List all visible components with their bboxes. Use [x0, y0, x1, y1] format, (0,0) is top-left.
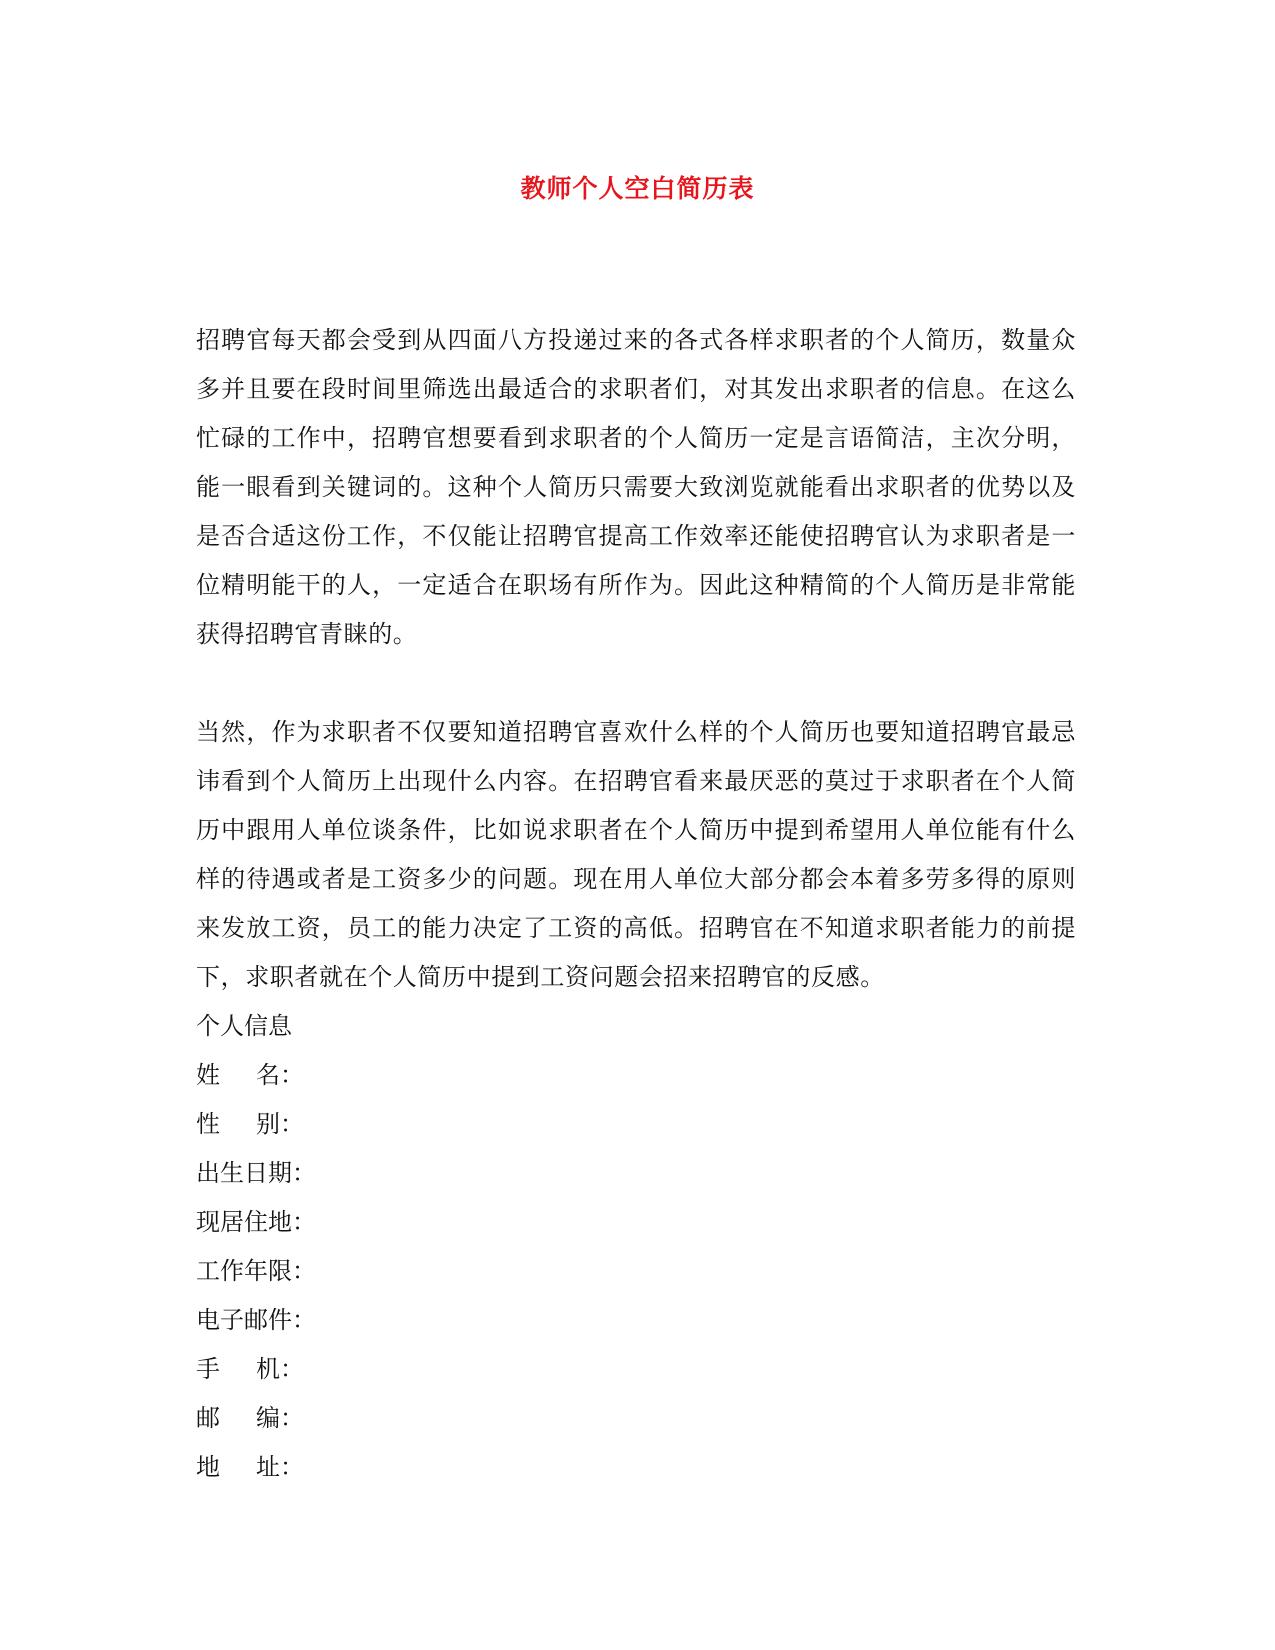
field-address: [196, 1443, 1076, 1492]
field-address-char-2: 址：: [256, 1453, 304, 1481]
field-email-label: 电子邮件：: [196, 1306, 316, 1334]
field-phone-char-2: 机：: [256, 1355, 304, 1383]
field-work-years: [196, 1247, 1076, 1296]
paragraph-2: 当然，作为求职者不仅要知道招聘官喜欢什么样的个人简历也要知道招聘官最忌讳看到个人简历上出现什么内容。在招聘官看来最厌恶的莫过于求职者在个人简历中跟用人单位谈条件，比如说求职者在个人简历中提到希望用人单位能有什么样的待遇或者是工资多少的问题。现在用人单位大部分都会本着多劳多得的原则来发放工资，员工的能力决定了工资的高低。招聘官在不知道求职者能力的前提下，求职者就在个人简历中提到工资问题会招来招聘官的反感。: [196, 718, 1076, 991]
field-phone-label: [196, 1345, 304, 1394]
field-birth-date-label: 出生日期：: [196, 1159, 316, 1187]
field-residence-label: 现居住地：: [196, 1208, 316, 1236]
field-postcode-char-1: 邮: [196, 1404, 220, 1432]
field-gender-char-1: 性: [196, 1110, 220, 1138]
field-residence: [196, 1198, 1076, 1247]
section-heading-personal-info: 个人信息: [196, 1012, 292, 1040]
field-address-char-1: 地: [196, 1453, 220, 1481]
field-gender: [196, 1100, 1076, 1149]
field-gender-label: [196, 1100, 304, 1149]
field-name-label: [196, 1051, 304, 1100]
field-address-label: [196, 1443, 304, 1492]
field-phone-char-1: 手: [196, 1355, 220, 1383]
field-gender-char-2: 别：: [256, 1110, 304, 1138]
document-title: 教师个人空白简历表: [520, 174, 755, 203]
field-work-years-label: 工作年限：: [196, 1257, 316, 1285]
document-body: [196, 316, 1076, 1492]
field-email: [196, 1296, 1076, 1345]
paragraph-1: 招聘官每天都会受到从四面八方投递过来的各式各样求职者的个人简历，数量众多并且要在段时间里筛选出最适合的求职者们，对其发出求职者的信息。在这么忙碌的工作中，招聘官想要看到求职者的个人简历一定是言语简洁，主次分明，能一眼看到关键词的。这种个人简历只需要大致浏览就能看出求职者的优势以及是否合适这份工作，不仅能让招聘官提高工作效率还能使招聘官认为求职者是一位精明能干的人，一定适合在职场有所作为。因此这种精简的个人简历是非常能获得招聘官青睐的。: [196, 326, 1076, 648]
field-postcode-label: [196, 1394, 304, 1443]
field-phone: [196, 1345, 1076, 1394]
field-name-char-1: 姓: [196, 1061, 220, 1089]
field-postcode: [196, 1394, 1076, 1443]
field-name: [196, 1051, 1076, 1100]
field-birth-date: [196, 1149, 1076, 1198]
field-postcode-char-2: 编：: [256, 1404, 304, 1432]
field-name-char-2: 名：: [256, 1061, 304, 1089]
